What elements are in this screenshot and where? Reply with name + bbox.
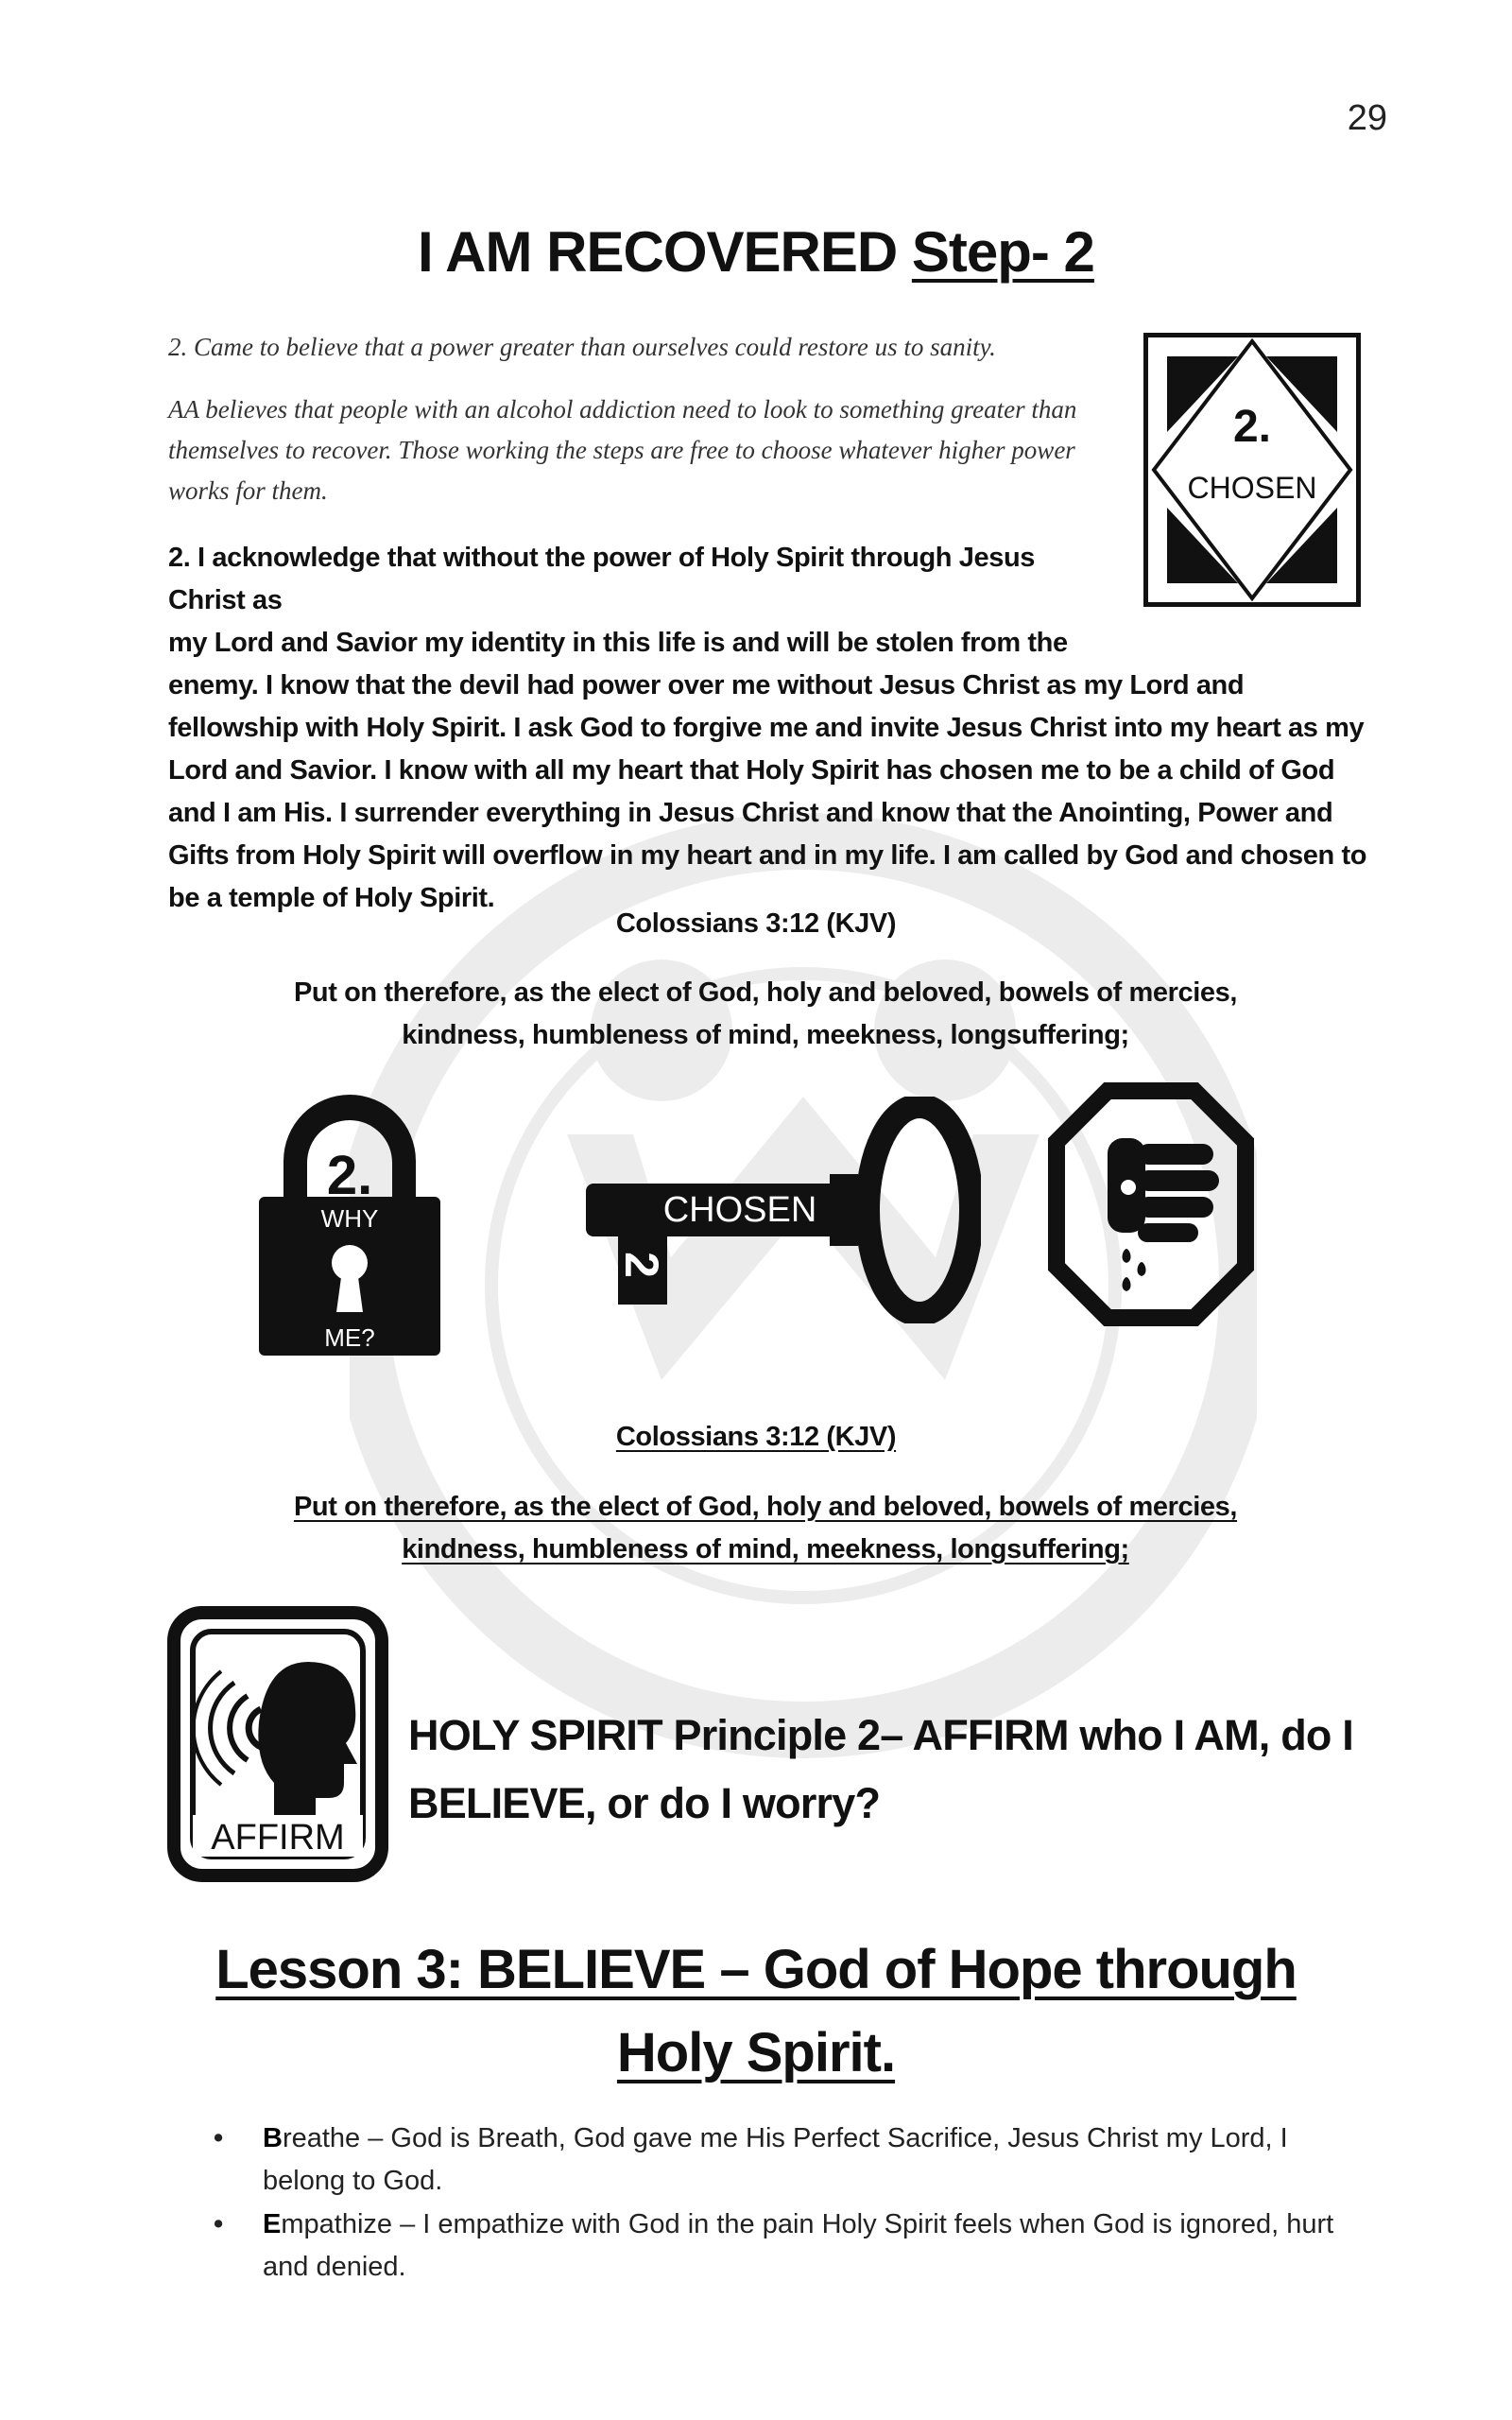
stop-hand-icon (1047, 1081, 1255, 1327)
bullet-text: mpathize – I empathize with God in the pain Holy Spirit feels when God is ignored, hurt and denied. (263, 2209, 1334, 2282)
key-label: CHOSEN (662, 1190, 817, 1230)
acknowledgement-rest: enemy. I know that the devil had power over me without Jesus Christ as my Lord and fellowship with Holy Spirit. I ask God to forgive me and invite Jesus Christ into my heart as my Lord and Savior. I know with all my heart that Holy Spirit has chosen me to be a child of God and I am His. I surrender everything in Jesus Christ and know that the Anointing, Power and Gifts from Holy Spirit will overflow in my heart and in my life. I am called by God and chosen to be a temple of Holy Spirit. (168, 670, 1367, 913)
key-icon (584, 1097, 981, 1323)
acknowledgement-paragraph (168, 537, 1368, 920)
affirm-label: AFFIRM (211, 1818, 345, 1858)
bullet-initial: B (263, 2123, 283, 2153)
principle-heading: HOLY SPIRIT Principle 2– AFFIRM who I AM, do I BELIEVE, or do I worry? (408, 1711, 1353, 1827)
bullet-icon: • (214, 2123, 224, 2153)
page-title (0, 219, 1512, 285)
verse-1-reference: Colossians 3:12 (KJV) (615, 908, 897, 939)
padlock-icon (255, 1085, 444, 1359)
list-item (214, 2204, 1357, 2289)
bullet-initial: E (263, 2209, 282, 2239)
step-definition: 2. Came to believe that a power greater than ourselves could restore us to sanity. (168, 333, 996, 361)
bullet-icon: • (214, 2209, 224, 2239)
lock-top-text: WHY (320, 1204, 379, 1233)
lesson-title: Lesson 3: BELIEVE – God of Hope through Holy Spirit. (215, 1939, 1297, 2083)
bullet-text: reathe – God is Breath, God gave me His Perfect Sacrifice, Jesus Christ my Lord, I belong to God. (263, 2123, 1288, 2196)
verse-1-text: Put on therefore, as the elect of God, holy and beloved, bowels of mercies, kindness, humbleness of mind, meekness, longsuffering; (293, 977, 1238, 1050)
list-item (214, 2118, 1357, 2203)
title-step: Step- 2 (911, 220, 1094, 284)
lock-bottom-text: ME? (324, 1323, 375, 1352)
verse-2-reference (0, 1416, 1512, 1459)
acknowledgement-line-1: 2. I acknowledge that without the power of Holy Spirit through Jesus Christ as (168, 543, 1035, 615)
verse-2-reference-text: Colossians 3:12 (KJV) (615, 1422, 897, 1452)
verse-2-text (232, 1486, 1299, 1571)
page-number: 29 (1347, 98, 1387, 138)
key-number: 2 (615, 1252, 668, 1278)
acknowledgement-line-2: my Lord and Savior my identity in this life is and will be stolen from the (168, 628, 1068, 658)
title-prefix: I AM RECOVERED (418, 220, 912, 284)
chosen-number: 2. (1232, 402, 1272, 452)
lock-number: 2. (326, 1145, 373, 1206)
verse-2-text-content: Put on therefore, as the elect of God, holy and beloved, bowels of mercies, kindness, humbleness of mind, meekness, longsuffering; (293, 1492, 1238, 1564)
chosen-label: CHOSEN (1187, 471, 1317, 505)
aa-description: AA believes that people with an alcohol addiction need to look to something greater than themselves to recover. Those working the steps are free to choose whatever higher power works for them. (168, 395, 1077, 505)
lesson-bullet-list (214, 2118, 1357, 2290)
affirm-icon (166, 1605, 389, 1883)
